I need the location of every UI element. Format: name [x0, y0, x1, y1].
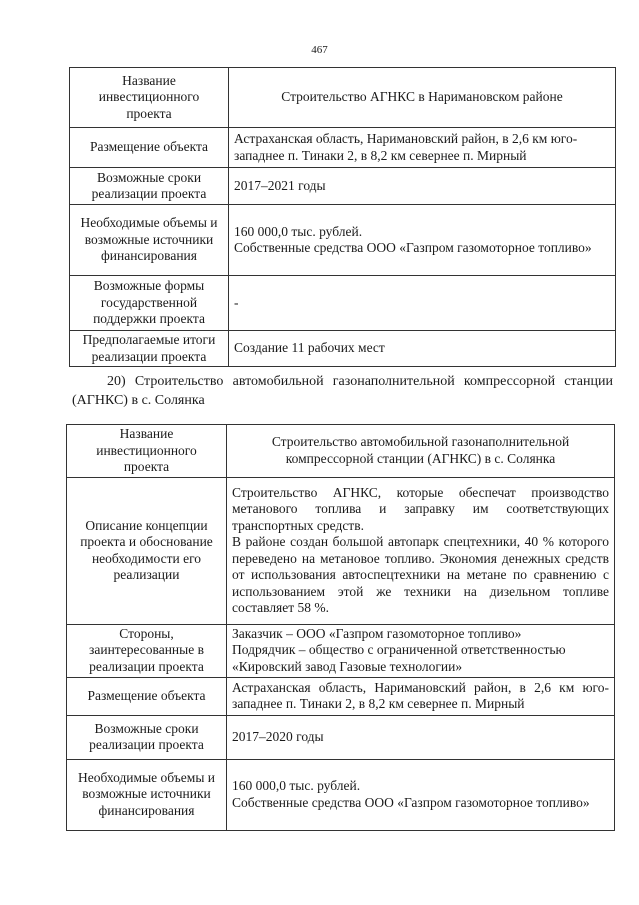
row-value	[227, 715, 615, 759]
investment-project-table-1	[69, 67, 616, 367]
row-value	[229, 276, 616, 331]
value-line: Строительство АГНКС в Наримановском районе	[281, 89, 563, 105]
row-label: Название инвестиционного проекта	[70, 68, 229, 128]
value-line: Астраханская область, Наримановский район, в 2,6 км юго-западнее п. Тинаки 2, в 8,2 км севернее п. Мирный	[232, 679, 609, 711]
row-label: Необходимые объемы и возможные источники финансирования	[67, 759, 227, 830]
value-line: Астраханская область, Наримановский район, в 2,6 км юго-западнее п. Тинаки 2, в 8,2 км севернее п. Мирный	[234, 131, 578, 163]
value-line: Строительство АГНКС, которые обеспечат производство метанового топлива и заправку им соответствующих транспортных средств.	[232, 484, 609, 533]
section-heading: 20) Строительство автомобильной газонаполнительной компрессорной станции (АГНКС) в с. Солянка	[72, 374, 613, 408]
value-line: Создание 11 рабочих мест	[234, 340, 385, 356]
value-line: 2017–2020 годы	[232, 728, 324, 744]
row-value	[227, 759, 615, 830]
table-row	[67, 677, 615, 715]
value-line: 160 000,0 тыс. рублей.	[234, 223, 363, 239]
value-line: Собственные средства ООО «Газпром газомоторное топливо»	[232, 794, 590, 810]
investment-project-table-2	[66, 424, 615, 831]
row-value	[229, 68, 616, 128]
row-label: Стороны, заинтересованные в реализации проекта	[67, 624, 227, 677]
page-number: 467	[311, 44, 328, 56]
table-row	[70, 276, 616, 331]
table-row	[70, 168, 616, 205]
value-line: Строительство автомобильной газонаполнительной компрессорной станции (АГНКС) в с. Солянка	[271, 434, 570, 466]
row-label: Размещение объекта	[70, 128, 229, 168]
table-row	[67, 477, 615, 624]
value-line: Собственные средства ООО «Газпром газомоторное топливо»	[234, 240, 592, 255]
row-label: Размещение объекта	[67, 677, 227, 715]
table-row	[67, 759, 615, 830]
table-row	[70, 205, 616, 276]
table-row	[67, 425, 615, 478]
row-value	[227, 477, 615, 624]
row-value	[229, 168, 616, 205]
table-row	[70, 331, 616, 367]
table-row	[67, 624, 615, 677]
row-value	[227, 624, 615, 677]
row-label: Название инвестиционного проекта	[67, 425, 227, 478]
table-row	[70, 128, 616, 168]
row-value	[229, 205, 616, 276]
value-line: В районе создан большой автопарк спецтехники, 40 % которого переведено на метановое топливо. Экономия денежных средств от использования автоспецтехники на метане по сравнению с использованием этой же техники на дизельном топливе составляет 58 %.	[232, 534, 609, 615]
row-label: Возможные сроки реализации проекта	[67, 715, 227, 759]
value-line: 160 000,0 тыс. рублей.	[232, 778, 361, 793]
row-label: Предполагаемые итоги реализации проекта	[70, 331, 229, 367]
value-line: Заказчик – ООО «Газпром газомоторное топливо»	[232, 625, 522, 641]
row-value	[229, 128, 616, 168]
row-value	[227, 677, 615, 715]
row-label: Описание концепции проекта и обоснование необходимости его реализации	[67, 477, 227, 624]
value-line: Подрядчик – общество с ограниченной ответственностью «Кировский завод Газовые технологии»	[232, 642, 566, 674]
row-label: Необходимые объемы и возможные источники финансирования	[70, 205, 229, 276]
row-value	[229, 331, 616, 367]
value-line: 2017–2021 годы	[234, 177, 326, 193]
row-label: Возможные формы государственной поддержки проекта	[70, 276, 229, 331]
row-value	[227, 425, 615, 478]
value-line: -	[234, 294, 239, 310]
table-row	[70, 68, 616, 128]
row-label: Возможные сроки реализации проекта	[70, 168, 229, 205]
table-row	[67, 715, 615, 759]
